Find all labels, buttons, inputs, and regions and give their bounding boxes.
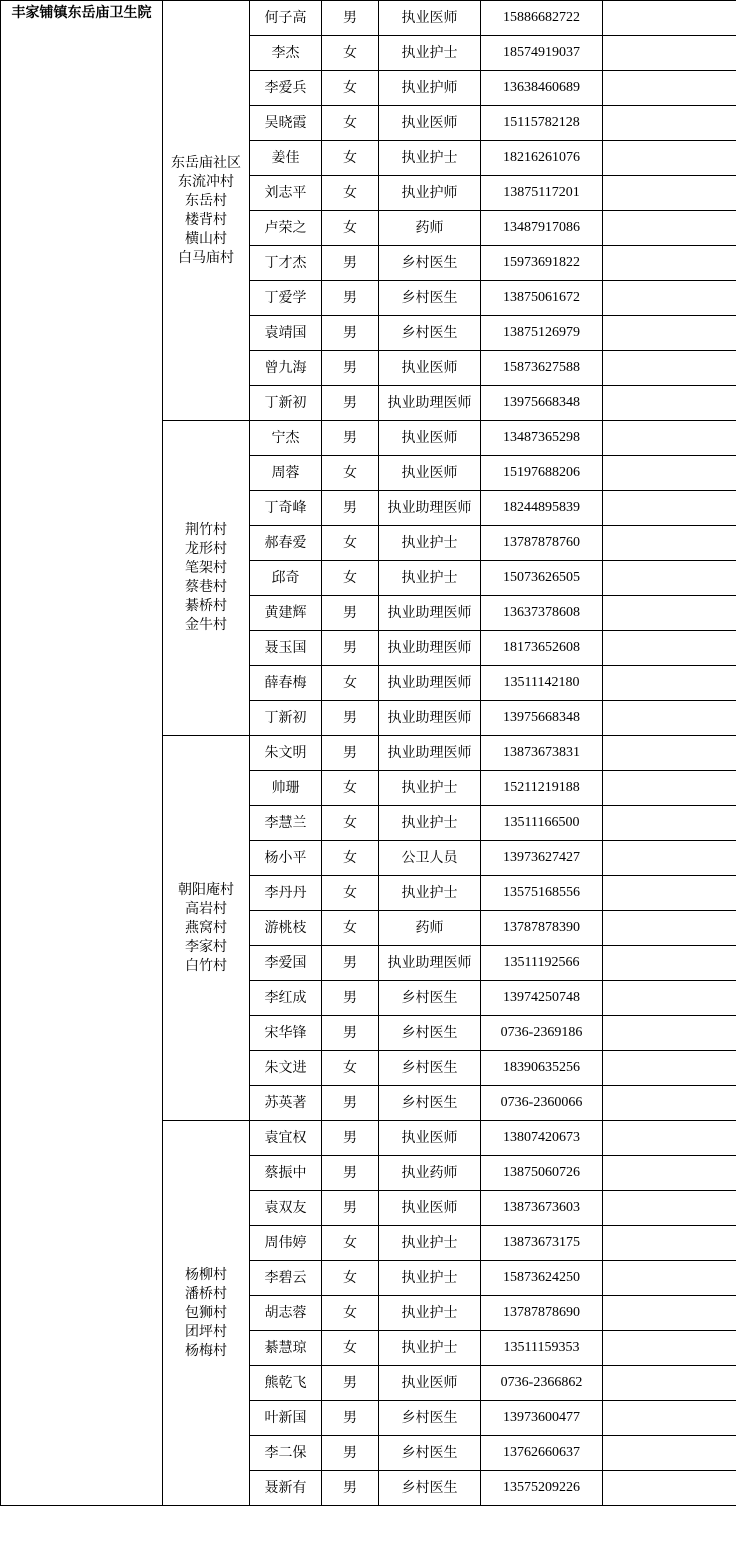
title-cell: 执业助理医师: [379, 701, 481, 736]
note-cell: [603, 1261, 736, 1296]
note-cell: [603, 71, 736, 106]
gender-cell: 男: [322, 946, 379, 981]
note-cell: [603, 176, 736, 211]
phone-cell: 13638460689: [481, 71, 603, 106]
title-cell: 执业医师: [379, 1121, 481, 1156]
note-cell: [603, 1436, 736, 1471]
title-cell: 乡村医生: [379, 246, 481, 281]
village-name: 杨柳村: [185, 1266, 227, 1283]
note-cell: [603, 876, 736, 911]
gender-cell: 男: [322, 1086, 379, 1121]
village-name: 楼背村: [185, 211, 227, 228]
gender-cell: 女: [322, 36, 379, 71]
note-cell: [603, 36, 736, 71]
name-cell: 李爱兵: [250, 71, 322, 106]
title-cell: 执业护士: [379, 526, 481, 561]
name-cell: 卢荣之: [250, 211, 322, 246]
phone-cell: 13487917086: [481, 211, 603, 246]
phone-cell: 13807420673: [481, 1121, 603, 1156]
note-cell: [603, 141, 736, 176]
name-cell: 周蓉: [250, 456, 322, 491]
note-cell: [603, 1401, 736, 1436]
name-cell: 熊乾飞: [250, 1366, 322, 1401]
gender-cell: 女: [322, 1226, 379, 1261]
phone-cell: 13511192566: [481, 946, 603, 981]
gender-cell: 女: [322, 841, 379, 876]
gender-cell: 女: [322, 456, 379, 491]
phone-cell: 13787878390: [481, 911, 603, 946]
phone-cell: 13511159353: [481, 1331, 603, 1366]
gender-cell: 女: [322, 1051, 379, 1086]
title-cell: 乡村医生: [379, 1436, 481, 1471]
gender-cell: 女: [322, 526, 379, 561]
phone-cell: 18244895839: [481, 491, 603, 526]
note-cell: [603, 386, 736, 421]
name-cell: 周伟婷: [250, 1226, 322, 1261]
name-cell: 丁爱学: [250, 281, 322, 316]
phone-cell: 18216261076: [481, 141, 603, 176]
gender-cell: 女: [322, 1296, 379, 1331]
gender-cell: 男: [322, 701, 379, 736]
phone-cell: 0736-2366862: [481, 1366, 603, 1401]
name-cell: 李丹丹: [250, 876, 322, 911]
gender-cell: 男: [322, 1471, 379, 1506]
phone-cell: 13975668348: [481, 701, 603, 736]
name-cell: 丁新初: [250, 386, 322, 421]
name-cell: 黄建辉: [250, 596, 322, 631]
title-cell: 执业助理医师: [379, 666, 481, 701]
title-cell: 执业护师: [379, 176, 481, 211]
gender-cell: 男: [322, 1401, 379, 1436]
village-name: 燕窝村: [185, 919, 227, 936]
note-cell: [603, 631, 736, 666]
title-cell: 执业护士: [379, 36, 481, 71]
title-cell: 执业护士: [379, 1296, 481, 1331]
note-cell: [603, 1086, 736, 1121]
gender-cell: 女: [322, 771, 379, 806]
name-cell: 叶新国: [250, 1401, 322, 1436]
title-cell: 药师: [379, 211, 481, 246]
gender-cell: 女: [322, 876, 379, 911]
note-cell: [603, 841, 736, 876]
title-cell: 执业护士: [379, 876, 481, 911]
note-cell: [603, 106, 736, 141]
name-cell: 綦慧琼: [250, 1331, 322, 1366]
title-cell: 药师: [379, 911, 481, 946]
title-cell: 执业医师: [379, 456, 481, 491]
village-name: 荆竹村: [185, 522, 227, 538]
phone-cell: 13974250748: [481, 981, 603, 1016]
name-cell: 宋华锋: [250, 1016, 322, 1051]
name-cell: 邱奇: [250, 561, 322, 596]
phone-cell: 13875060726: [481, 1156, 603, 1191]
institution-cell: 丰家铺镇东岳庙卫生院: [1, 1, 163, 1506]
title-cell: 执业医师: [379, 421, 481, 456]
phone-cell: 18173652608: [481, 631, 603, 666]
village-name: 金牛村: [185, 617, 227, 633]
gender-cell: 男: [322, 386, 379, 421]
name-cell: 李慧兰: [250, 806, 322, 841]
phone-cell: 13511142180: [481, 666, 603, 701]
title-cell: 执业医师: [379, 1366, 481, 1401]
note-cell: [603, 281, 736, 316]
title-cell: 执业护士: [379, 771, 481, 806]
village-name: 蔡巷村: [185, 579, 227, 595]
phone-cell: 15073626505: [481, 561, 603, 596]
note-cell: [603, 526, 736, 561]
gender-cell: 男: [322, 1121, 379, 1156]
title-cell: 乡村医生: [379, 1401, 481, 1436]
village-name: 朝阳庵村: [178, 881, 234, 898]
name-cell: 朱文进: [250, 1051, 322, 1086]
title-cell: 执业护士: [379, 141, 481, 176]
phone-cell: 13873673175: [481, 1226, 603, 1261]
gender-cell: 男: [322, 246, 379, 281]
title-cell: 乡村医生: [379, 1086, 481, 1121]
phone-cell: 15211219188: [481, 771, 603, 806]
village-name: 李家村: [185, 938, 227, 955]
title-cell: 执业医师: [379, 1191, 481, 1226]
title-cell: 执业助理医师: [379, 596, 481, 631]
note-cell: [603, 1051, 736, 1086]
note-cell: [603, 316, 736, 351]
phone-cell: 13873673831: [481, 736, 603, 771]
name-cell: 何子高: [250, 1, 322, 36]
village-name: 包狮村: [185, 1304, 227, 1321]
gender-cell: 女: [322, 141, 379, 176]
gender-cell: 男: [322, 1156, 379, 1191]
note-cell: [603, 736, 736, 771]
note-cell: [603, 1296, 736, 1331]
note-cell: [603, 806, 736, 841]
title-cell: 执业助理医师: [379, 736, 481, 771]
phone-cell: 15873627588: [481, 351, 603, 386]
phone-cell: 13511166500: [481, 806, 603, 841]
name-cell: 吴晓霞: [250, 106, 322, 141]
phone-cell: 13973627427: [481, 841, 603, 876]
village-name: 团坪村: [185, 1323, 227, 1340]
phone-cell: 0736-2369186: [481, 1016, 603, 1051]
title-cell: 公卫人员: [379, 841, 481, 876]
title-cell: 执业助理医师: [379, 631, 481, 666]
note-cell: [603, 561, 736, 596]
title-cell: 执业医师: [379, 351, 481, 386]
note-cell: [603, 911, 736, 946]
name-cell: 杨小平: [250, 841, 322, 876]
title-cell: 乡村医生: [379, 981, 481, 1016]
title-cell: 乡村医生: [379, 1051, 481, 1086]
gender-cell: 女: [322, 561, 379, 596]
gender-cell: 男: [322, 281, 379, 316]
name-cell: 蔡振中: [250, 1156, 322, 1191]
name-cell: 曾九海: [250, 351, 322, 386]
name-cell: 胡志蓉: [250, 1296, 322, 1331]
phone-cell: 13975668348: [481, 386, 603, 421]
title-cell: 执业护士: [379, 1226, 481, 1261]
village-list-cell: [163, 1121, 250, 1506]
name-cell: 袁宜权: [250, 1121, 322, 1156]
title-cell: 执业护师: [379, 71, 481, 106]
title-cell: 执业助理医师: [379, 386, 481, 421]
village-list-cell: [163, 736, 250, 1121]
note-cell: [603, 1471, 736, 1506]
village-name: 白马庙村: [178, 249, 234, 266]
name-cell: 游桃枝: [250, 911, 322, 946]
phone-cell: 15886682722: [481, 1, 603, 36]
note-cell: [603, 351, 736, 386]
name-cell: 丁奇峰: [250, 491, 322, 526]
note-cell: [603, 1226, 736, 1261]
village-name: 东岳村: [185, 192, 227, 209]
title-cell: 乡村医生: [379, 316, 481, 351]
phone-cell: 0736-2360066: [481, 1086, 603, 1121]
village-name: 东岳庙社区: [171, 154, 241, 171]
village-name: 笔架村: [185, 560, 227, 576]
phone-cell: 18390635256: [481, 1051, 603, 1086]
gender-cell: 男: [322, 1436, 379, 1471]
village-name: 横山村: [185, 230, 227, 247]
title-cell: 执业助理医师: [379, 946, 481, 981]
gender-cell: 男: [322, 736, 379, 771]
gender-cell: 女: [322, 211, 379, 246]
phone-cell: 13787878690: [481, 1296, 603, 1331]
note-cell: [603, 666, 736, 701]
phone-cell: 13787878760: [481, 526, 603, 561]
gender-cell: 男: [322, 421, 379, 456]
phone-cell: 13873673603: [481, 1191, 603, 1226]
title-cell: 执业护士: [379, 806, 481, 841]
gender-cell: 男: [322, 1191, 379, 1226]
title-cell: 执业药师: [379, 1156, 481, 1191]
phone-cell: 13875061672: [481, 281, 603, 316]
gender-cell: 女: [322, 1331, 379, 1366]
title-cell: 执业护士: [379, 1331, 481, 1366]
gender-cell: 男: [322, 631, 379, 666]
name-cell: 聂新有: [250, 1471, 322, 1506]
note-cell: [603, 946, 736, 981]
note-cell: [603, 1156, 736, 1191]
name-cell: 袁双友: [250, 1191, 322, 1226]
phone-cell: 13762660637: [481, 1436, 603, 1471]
name-cell: 李红成: [250, 981, 322, 1016]
phone-cell: 15197688206: [481, 456, 603, 491]
village-name: 綦桥村: [185, 598, 227, 614]
gender-cell: 女: [322, 911, 379, 946]
phone-cell: 13875126979: [481, 316, 603, 351]
note-cell: [603, 1331, 736, 1366]
gender-cell: 男: [322, 596, 379, 631]
gender-cell: 女: [322, 71, 379, 106]
phone-cell: 13637378608: [481, 596, 603, 631]
gender-cell: 男: [322, 351, 379, 386]
phone-cell: 13575168556: [481, 876, 603, 911]
name-cell: 刘志平: [250, 176, 322, 211]
gender-cell: 女: [322, 1261, 379, 1296]
gender-cell: 男: [322, 316, 379, 351]
note-cell: [603, 491, 736, 526]
note-cell: [603, 456, 736, 491]
phone-cell: 13575209226: [481, 1471, 603, 1506]
name-cell: 李碧云: [250, 1261, 322, 1296]
village-name: 东流冲村: [178, 173, 234, 190]
phone-cell: 15973691822: [481, 246, 603, 281]
gender-cell: 男: [322, 1016, 379, 1051]
gender-cell: 女: [322, 666, 379, 701]
name-cell: 郝春爱: [250, 526, 322, 561]
name-cell: 帅珊: [250, 771, 322, 806]
note-cell: [603, 1016, 736, 1051]
village-name: 潘桥村: [185, 1285, 227, 1302]
village-list-cell: [163, 421, 250, 736]
note-cell: [603, 701, 736, 736]
note-cell: [603, 1191, 736, 1226]
title-cell: 乡村医生: [379, 281, 481, 316]
name-cell: 宁杰: [250, 421, 322, 456]
village-name: 高岩村: [185, 900, 227, 917]
name-cell: 聂玉国: [250, 631, 322, 666]
village-name: 杨梅村: [185, 1342, 227, 1359]
gender-cell: 男: [322, 1366, 379, 1401]
name-cell: 李杰: [250, 36, 322, 71]
village-name: 龙形村: [185, 541, 227, 557]
name-cell: 李二保: [250, 1436, 322, 1471]
title-cell: 执业医师: [379, 106, 481, 141]
table-row: [1, 1, 736, 36]
phone-cell: 13487365298: [481, 421, 603, 456]
village-list-cell: [163, 1, 250, 421]
title-cell: 执业护士: [379, 561, 481, 596]
name-cell: 袁靖国: [250, 316, 322, 351]
gender-cell: 男: [322, 491, 379, 526]
phone-cell: 15873624250: [481, 1261, 603, 1296]
gender-cell: 女: [322, 176, 379, 211]
gender-cell: 女: [322, 106, 379, 141]
note-cell: [603, 1121, 736, 1156]
gender-cell: 女: [322, 806, 379, 841]
title-cell: 执业医师: [379, 1, 481, 36]
title-cell: 执业助理医师: [379, 491, 481, 526]
village-name: 白竹村: [185, 957, 227, 974]
title-cell: 乡村医生: [379, 1016, 481, 1051]
name-cell: 丁新初: [250, 701, 322, 736]
name-cell: 朱文明: [250, 736, 322, 771]
note-cell: [603, 211, 736, 246]
note-cell: [603, 246, 736, 281]
name-cell: 薛春梅: [250, 666, 322, 701]
title-cell: 执业护士: [379, 1261, 481, 1296]
note-cell: [603, 1366, 736, 1401]
gender-cell: 男: [322, 1, 379, 36]
title-cell: 乡村医生: [379, 1471, 481, 1506]
note-cell: [603, 596, 736, 631]
note-cell: [603, 421, 736, 456]
phone-cell: 15115782128: [481, 106, 603, 141]
phone-cell: 18574919037: [481, 36, 603, 71]
note-cell: [603, 981, 736, 1016]
note-cell: [603, 1, 736, 36]
name-cell: 苏英著: [250, 1086, 322, 1121]
gender-cell: 男: [322, 981, 379, 1016]
name-cell: 李爱国: [250, 946, 322, 981]
name-cell: 丁才杰: [250, 246, 322, 281]
phone-cell: 13875117201: [481, 176, 603, 211]
note-cell: [603, 771, 736, 806]
phone-cell: 13973600477: [481, 1401, 603, 1436]
staff-table-body: [1, 1, 736, 1506]
name-cell: 姜佳: [250, 141, 322, 176]
